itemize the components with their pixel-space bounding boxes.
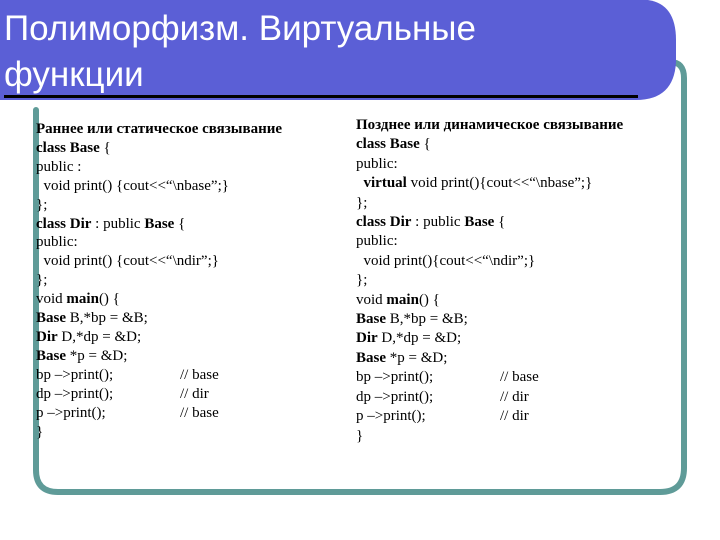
code-text: bp –>print();	[356, 369, 434, 386]
code-text: class Dir : public Base {	[356, 214, 506, 231]
code-line	[36, 215, 336, 234]
code-line	[356, 329, 666, 348]
code-keyword: Dir	[389, 214, 412, 231]
code-line	[356, 349, 666, 368]
title-underline	[4, 95, 638, 98]
code-line	[356, 388, 666, 407]
code-text: class Base {	[356, 136, 431, 153]
code-keyword: class	[356, 214, 386, 231]
code-comment: // base	[500, 369, 539, 386]
code-line	[356, 427, 666, 446]
code-line	[36, 366, 336, 385]
code-text: Dir D,*dp = &D;	[356, 330, 462, 347]
code-keyword: Base	[69, 139, 100, 156]
code-line	[356, 368, 666, 387]
code-keyword: Base	[356, 349, 386, 366]
code-text: }	[356, 427, 364, 444]
right-heading: Позднее или динамическое связывание	[356, 117, 624, 133]
code-keyword: Dir	[36, 328, 58, 345]
code-line	[356, 174, 666, 193]
code-text: p –>print();	[36, 404, 106, 421]
code-line	[356, 135, 666, 154]
code-line	[356, 271, 666, 290]
code-keyword: Dir	[69, 215, 92, 232]
code-comment: // base	[180, 366, 219, 383]
code-line	[36, 290, 336, 309]
code-text: };	[36, 196, 48, 213]
code-text: Base *p = &D;	[36, 347, 128, 364]
code-line	[36, 196, 336, 215]
code-keyword: main	[66, 291, 99, 308]
left-code-column	[36, 120, 336, 441]
code-text: Base B,*bp = &B;	[356, 311, 468, 328]
code-line	[36, 252, 336, 271]
code-keyword: class	[36, 215, 66, 232]
code-line	[356, 291, 666, 310]
code-line	[36, 158, 336, 177]
code-text: virtual void print(){cout<<“\nbase”;}	[363, 175, 593, 192]
code-text: class Base {	[36, 139, 111, 156]
code-text: Base *p = &D;	[356, 349, 448, 366]
code-line	[356, 252, 666, 271]
code-keyword: class	[356, 136, 386, 153]
code-text: dp –>print();	[356, 388, 434, 405]
code-keyword: Base	[144, 215, 175, 232]
code-text: };	[36, 272, 48, 289]
code-text: Base B,*bp = &B;	[36, 310, 148, 327]
left-code-lines	[36, 139, 336, 442]
code-text: p –>print();	[356, 408, 426, 425]
code-text: public :	[36, 158, 82, 175]
code-text: dp –>print();	[36, 385, 114, 402]
code-comment: // dir	[500, 388, 529, 405]
code-keyword: main	[386, 291, 419, 308]
title-line-1: Полиморфизм. Виртуальные	[4, 9, 476, 48]
code-line	[36, 309, 336, 328]
code-text: public:	[356, 233, 398, 250]
code-text: void main() {	[356, 291, 440, 308]
code-line	[36, 177, 336, 196]
code-text: };	[356, 272, 368, 289]
code-keyword: class	[36, 139, 66, 156]
code-text: public:	[36, 234, 78, 251]
code-comment: // dir	[500, 408, 529, 425]
left-heading: Раннее или статическое связывание	[36, 121, 283, 137]
code-line	[36, 233, 336, 252]
code-keyword: Base	[36, 310, 66, 327]
code-line	[356, 155, 666, 174]
code-text: void print() {cout<<“\ndir”;}	[36, 253, 219, 270]
code-keyword: Base	[464, 214, 495, 231]
code-text: };	[356, 194, 368, 211]
right-code-lines	[356, 135, 666, 446]
code-text: class Dir : public Base {	[36, 215, 186, 232]
code-line	[36, 404, 336, 423]
code-text: void main() {	[36, 291, 120, 308]
code-line	[36, 347, 336, 366]
code-line	[36, 271, 336, 290]
right-code-column	[356, 116, 666, 446]
code-comment: // base	[180, 404, 219, 421]
code-text: void print(){cout<<“\ndir”;}	[356, 252, 536, 269]
code-line	[36, 328, 336, 347]
code-text: bp –>print();	[36, 366, 114, 383]
code-line	[36, 423, 336, 442]
title-line-2: функции	[4, 55, 144, 94]
code-comment: // dir	[180, 385, 209, 402]
code-line	[356, 407, 666, 426]
code-line	[356, 232, 666, 251]
code-keyword: Dir	[356, 330, 378, 347]
code-line	[36, 139, 336, 158]
code-keyword: Base	[36, 347, 66, 364]
code-keyword: Base	[389, 136, 420, 153]
code-text: Dir D,*dp = &D;	[36, 328, 142, 345]
code-text: public:	[356, 155, 398, 172]
code-text: void print() {cout<<“\nbase”;}	[36, 177, 229, 194]
code-line	[356, 194, 666, 213]
code-text: }	[36, 423, 44, 440]
slide-title	[4, 6, 644, 98]
code-line	[356, 213, 666, 232]
code-line	[356, 310, 666, 329]
code-line	[36, 385, 336, 404]
code-keyword: virtual	[363, 175, 407, 192]
code-keyword: Base	[356, 311, 386, 328]
